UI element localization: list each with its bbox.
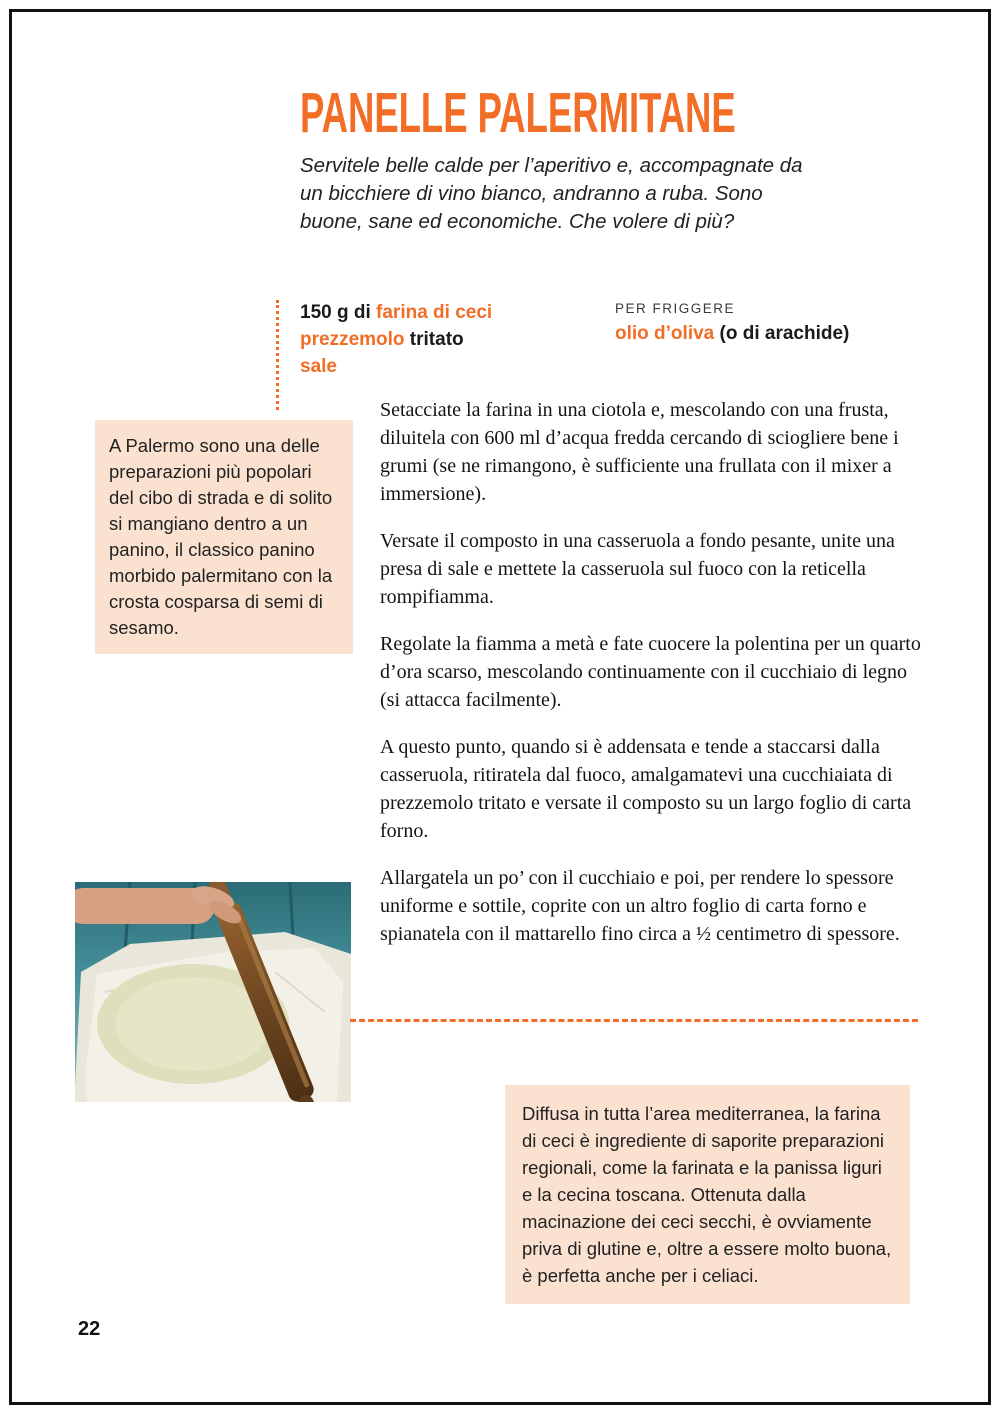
ingredient-quantity: 150 g di — [300, 302, 377, 323]
rolling-pin-dough-illustration — [75, 882, 351, 1102]
step-paragraph: Regolate la fiamma a metà e fate cuocere la polentina per un quarto d’ora scarso, mescolando continuamente con il cucchiaio di legno (si attacca facilmente). — [380, 633, 921, 711]
step-paragraph: A questo punto, quando si è addensata e tende a staccarsi dalla casseruola, ritiratela dal fuoco, amalgamatevi una cucchiaiata di prezzemolo tritato e versate il composto su un largo foglio di carta forno. — [380, 736, 912, 842]
ingredient-qualifier: tritato — [404, 329, 464, 350]
ingredient-line — [300, 299, 590, 326]
ingredient-line — [300, 326, 590, 353]
step-paragraph: Setacciate la farina in una ciotola e, mescolando con una frusta, diluitela con 600 ml d’acqua fredda cercando di sciogliere bene i grumi (se ne rimangono, è sufficiente una frullata con il mixer a immersione). — [380, 399, 899, 505]
ingredient-line — [300, 353, 590, 380]
frying-section-label: PER FRIGGERE — [615, 301, 736, 316]
ingredients-list — [300, 299, 590, 380]
dashed-horizontal-divider — [350, 1019, 918, 1022]
frying-ingredients — [615, 301, 915, 345]
info-box: Diffusa in tutta l’area mediterranea, la farina di ceci è ingrediente di saporite preparazioni regionali, come la farinata e la panissa liguri e la cecina toscana. Ottenuta dalla macinazione dei ceci secchi, è ovviamente priva di glutine e, oltre a essere molto buona, è perfetta anche per i celiaci. — [505, 1085, 910, 1304]
ingredient-name: farina di ceci — [376, 302, 493, 323]
ingredient-name: sale — [300, 356, 337, 377]
ingredient-name: olio d’oliva — [615, 323, 715, 344]
recipe-steps — [380, 396, 925, 967]
step-paragraph: Versate il composto in una casseruola a fondo pesante, unite una presa di sale e mettete la casseruola sul fuoco con la reticella rompifiamma. — [380, 530, 895, 608]
side-note-box: A Palermo sono una delle preparazioni più popolari del cibo di strada e di solito si mangiano dentro a un panino, il classico panino morbido palermitano con la crosta cosparsa di semi di sesamo. — [95, 420, 353, 654]
recipe-photo — [75, 882, 351, 1102]
page-number: 22 — [78, 1318, 101, 1340]
ingredient-qualifier: (o di arachide) — [714, 323, 850, 344]
ingredient-line — [615, 323, 915, 345]
recipe-intro: Servitele belle calde per l’aperitivo e, accompagnate da un bicchiere di vino bianco, andranno a ruba. Sono buone, sane ed economiche. Che volere di più? — [300, 154, 803, 233]
dotted-vertical-divider — [276, 300, 279, 410]
step-paragraph: Allargatela un po’ con il cucchiaio e poi, per rendere lo spessore uniforme e sottile, coprite con un altro foglio di carta forno e spianatela con il mattarello fino circa a ½ centimetro di spessore. — [380, 867, 900, 945]
ingredient-name: prezzemolo — [300, 329, 405, 350]
recipe-title: PANELLE PALERMITANE — [300, 81, 736, 145]
